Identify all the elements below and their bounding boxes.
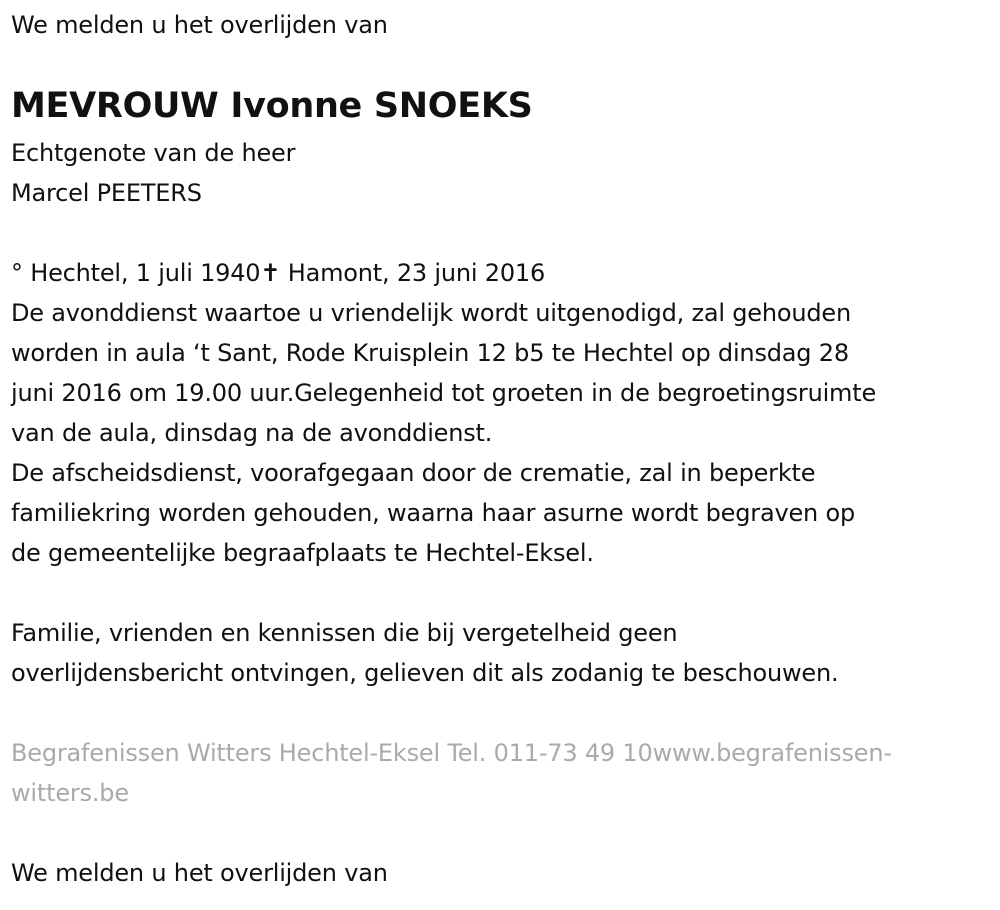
funeral-home-line: witters.be bbox=[11, 779, 129, 807]
death-text: Hamont, 23 juni 2016 bbox=[280, 259, 546, 287]
family-notice bbox=[11, 613, 838, 693]
service-line: juni 2016 om 19.00 uur.Gelegenheid tot groeten in de begroetingsruimte bbox=[11, 379, 877, 407]
repeat-intro-text: We melden u het overlijden van bbox=[11, 859, 388, 887]
service-line: De avonddienst waartoe u vriendelijk wordt uitgenodigd, zal gehouden bbox=[11, 299, 851, 327]
spouse-block bbox=[11, 133, 295, 213]
service-line: de gemeentelijke begraafplaats te Hechtel-Eksel. bbox=[11, 539, 594, 567]
intro-text: We melden u het overlijden van bbox=[11, 11, 388, 39]
birth-text: ° Hechtel, 1 juli 1940 bbox=[11, 259, 261, 287]
spouse-line: Echtgenote van de heer bbox=[11, 139, 296, 167]
family-line: Familie, vrienden en kennissen die bij vergetelheid geen bbox=[11, 619, 678, 647]
deceased-name: MEVROUW Ivonne SNOEKS bbox=[11, 86, 533, 126]
service-line: van de aula, dinsdag na de avonddienst. bbox=[11, 419, 493, 447]
dates-line bbox=[11, 253, 876, 293]
cross-icon: ✝ bbox=[260, 259, 281, 287]
family-line: overlijdensbericht ontvingen, gelieven dit als zodanig te beschouwen. bbox=[11, 659, 839, 687]
service-info bbox=[11, 253, 876, 573]
spouse-name: Marcel PEETERS bbox=[11, 179, 202, 207]
funeral-home-line: Begrafenissen Witters Hechtel-Eksel Tel. 011-73 49 10www.begrafenissen- bbox=[11, 739, 892, 767]
funeral-home-footer bbox=[11, 733, 991, 813]
service-line: familiekring worden gehouden, waarna haar asurne wordt begraven op bbox=[11, 499, 855, 527]
service-line: De afscheidsdienst, voorafgegaan door de crematie, zal in beperkte bbox=[11, 459, 816, 487]
service-line: worden in aula ‘t Sant, Rode Kruisplein 12 b5 te Hechtel op dinsdag 28 bbox=[11, 339, 849, 367]
